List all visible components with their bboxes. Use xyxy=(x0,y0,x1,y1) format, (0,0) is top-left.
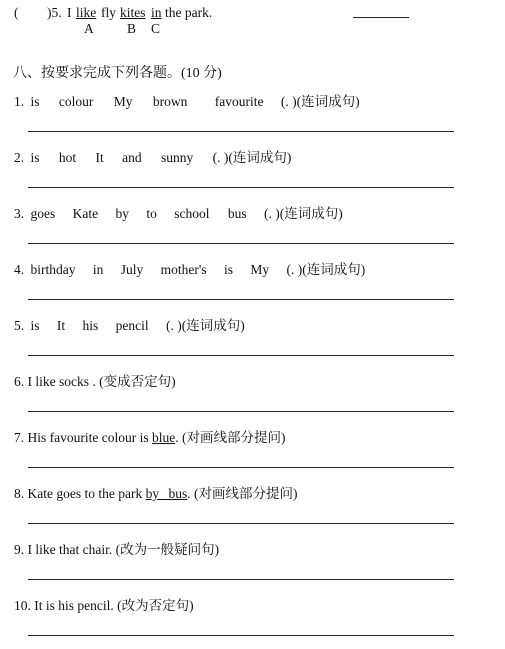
scrambled-word: is xyxy=(30,318,40,333)
sentence-end: . xyxy=(175,430,179,445)
sentence: I like socks . xyxy=(27,374,96,389)
answer-line-2[interactable] xyxy=(28,187,454,188)
q5-answer-blank[interactable] xyxy=(353,17,409,18)
scrambled-word: by xyxy=(115,206,129,221)
item-3 xyxy=(14,202,343,222)
scrambled-word: to xyxy=(146,206,157,221)
answer-line-8[interactable] xyxy=(28,523,454,524)
answer-line-4[interactable] xyxy=(28,299,454,300)
instruction: (. )(连词成句) xyxy=(286,262,366,277)
item-8 xyxy=(14,482,297,502)
underlined-part: blue xyxy=(151,430,176,445)
scrambled-word: It xyxy=(56,318,66,333)
answer-line-9[interactable] xyxy=(28,579,454,580)
q5-label-b: B xyxy=(127,21,137,36)
q5-word-in: in xyxy=(151,5,162,20)
item-1 xyxy=(14,90,360,110)
q5-tail: the park. xyxy=(165,5,213,20)
item-number: 7. xyxy=(14,430,25,445)
instruction: (改为否定句) xyxy=(117,598,194,613)
instruction: (. )(连词成句) xyxy=(212,150,292,165)
answer-line-5[interactable] xyxy=(28,355,454,356)
item-number: 6. xyxy=(14,374,25,389)
scrambled-word: goes xyxy=(30,206,56,221)
instruction: (. )(连词成句) xyxy=(166,318,245,333)
answer-line-1[interactable] xyxy=(28,131,454,132)
sentence: It is his pencil. xyxy=(34,598,114,613)
item-number: 2. xyxy=(14,150,25,165)
item-7 xyxy=(14,426,285,446)
scrambled-word: is xyxy=(30,150,40,165)
item-9 xyxy=(14,538,219,558)
scrambled-word: brown xyxy=(152,94,188,109)
scrambled-word: his xyxy=(82,318,99,333)
scrambled-word: My xyxy=(113,94,133,109)
scrambled-word: Kate xyxy=(72,206,99,221)
sentence: I like that chair. xyxy=(27,542,113,557)
item-2 xyxy=(14,146,291,166)
item-10 xyxy=(14,594,194,614)
instruction: (对画线部分提问) xyxy=(181,430,286,445)
q5-word-like: like xyxy=(76,5,97,20)
sentence-start: His favourite colour is xyxy=(27,430,149,445)
item-number: 10. xyxy=(14,598,31,613)
scrambled-word: is xyxy=(30,94,40,109)
scrambled-word: pencil xyxy=(115,318,149,333)
instruction: (变成否定句) xyxy=(99,374,176,389)
scrambled-word: sunny xyxy=(161,150,194,165)
q5-label-a: A xyxy=(84,21,94,36)
item-4 xyxy=(14,258,365,278)
item-number: 5. xyxy=(14,318,25,333)
item-number: 1. xyxy=(14,94,25,109)
answer-line-6[interactable] xyxy=(28,411,454,412)
section-heading: 八、按要求完成下列各题。(10 分) xyxy=(13,66,222,81)
scrambled-word: hot xyxy=(58,150,77,165)
answer-line-10[interactable] xyxy=(28,635,454,636)
q5-word-fly: fly xyxy=(101,5,116,20)
instruction: (. )(连词成句) xyxy=(264,206,343,221)
scrambled-word: school xyxy=(174,206,210,221)
sentence-end: . xyxy=(187,486,191,501)
scrambled-word: mother's xyxy=(160,262,207,277)
scrambled-word: My xyxy=(250,262,270,277)
scrambled-word: It xyxy=(95,150,104,165)
instruction: (. )(连词成句) xyxy=(280,94,360,109)
q5-label-c: C xyxy=(151,21,161,36)
item-number: 8. xyxy=(14,486,25,501)
scrambled-word: July xyxy=(120,262,144,277)
item-number: 4. xyxy=(14,262,25,277)
scrambled-word: is xyxy=(223,262,233,277)
scrambled-word: and xyxy=(122,150,142,165)
item-number: 9. xyxy=(14,542,25,557)
q5-open-paren: ( xyxy=(14,5,19,20)
scrambled-word: colour xyxy=(58,94,94,109)
answer-line-3[interactable] xyxy=(28,243,454,244)
scrambled-word: bus xyxy=(227,206,247,221)
sentence-start: Kate goes to the park xyxy=(27,486,143,501)
instruction: (对画线部分提问) xyxy=(193,486,298,501)
q5-number: )5. xyxy=(47,5,62,20)
scrambled-word: in xyxy=(92,262,104,277)
q5-word-i: I xyxy=(67,5,72,20)
instruction: (改为一般疑问句) xyxy=(115,542,220,557)
item-5 xyxy=(14,314,245,334)
scrambled-word: favourite xyxy=(214,94,264,109)
item-6 xyxy=(14,370,176,390)
item-number: 3. xyxy=(14,206,25,221)
scrambled-word: birthday xyxy=(30,262,76,277)
answer-line-7[interactable] xyxy=(28,467,454,468)
underlined-part: by bus xyxy=(145,486,188,501)
q5-word-kites: kites xyxy=(120,5,146,20)
